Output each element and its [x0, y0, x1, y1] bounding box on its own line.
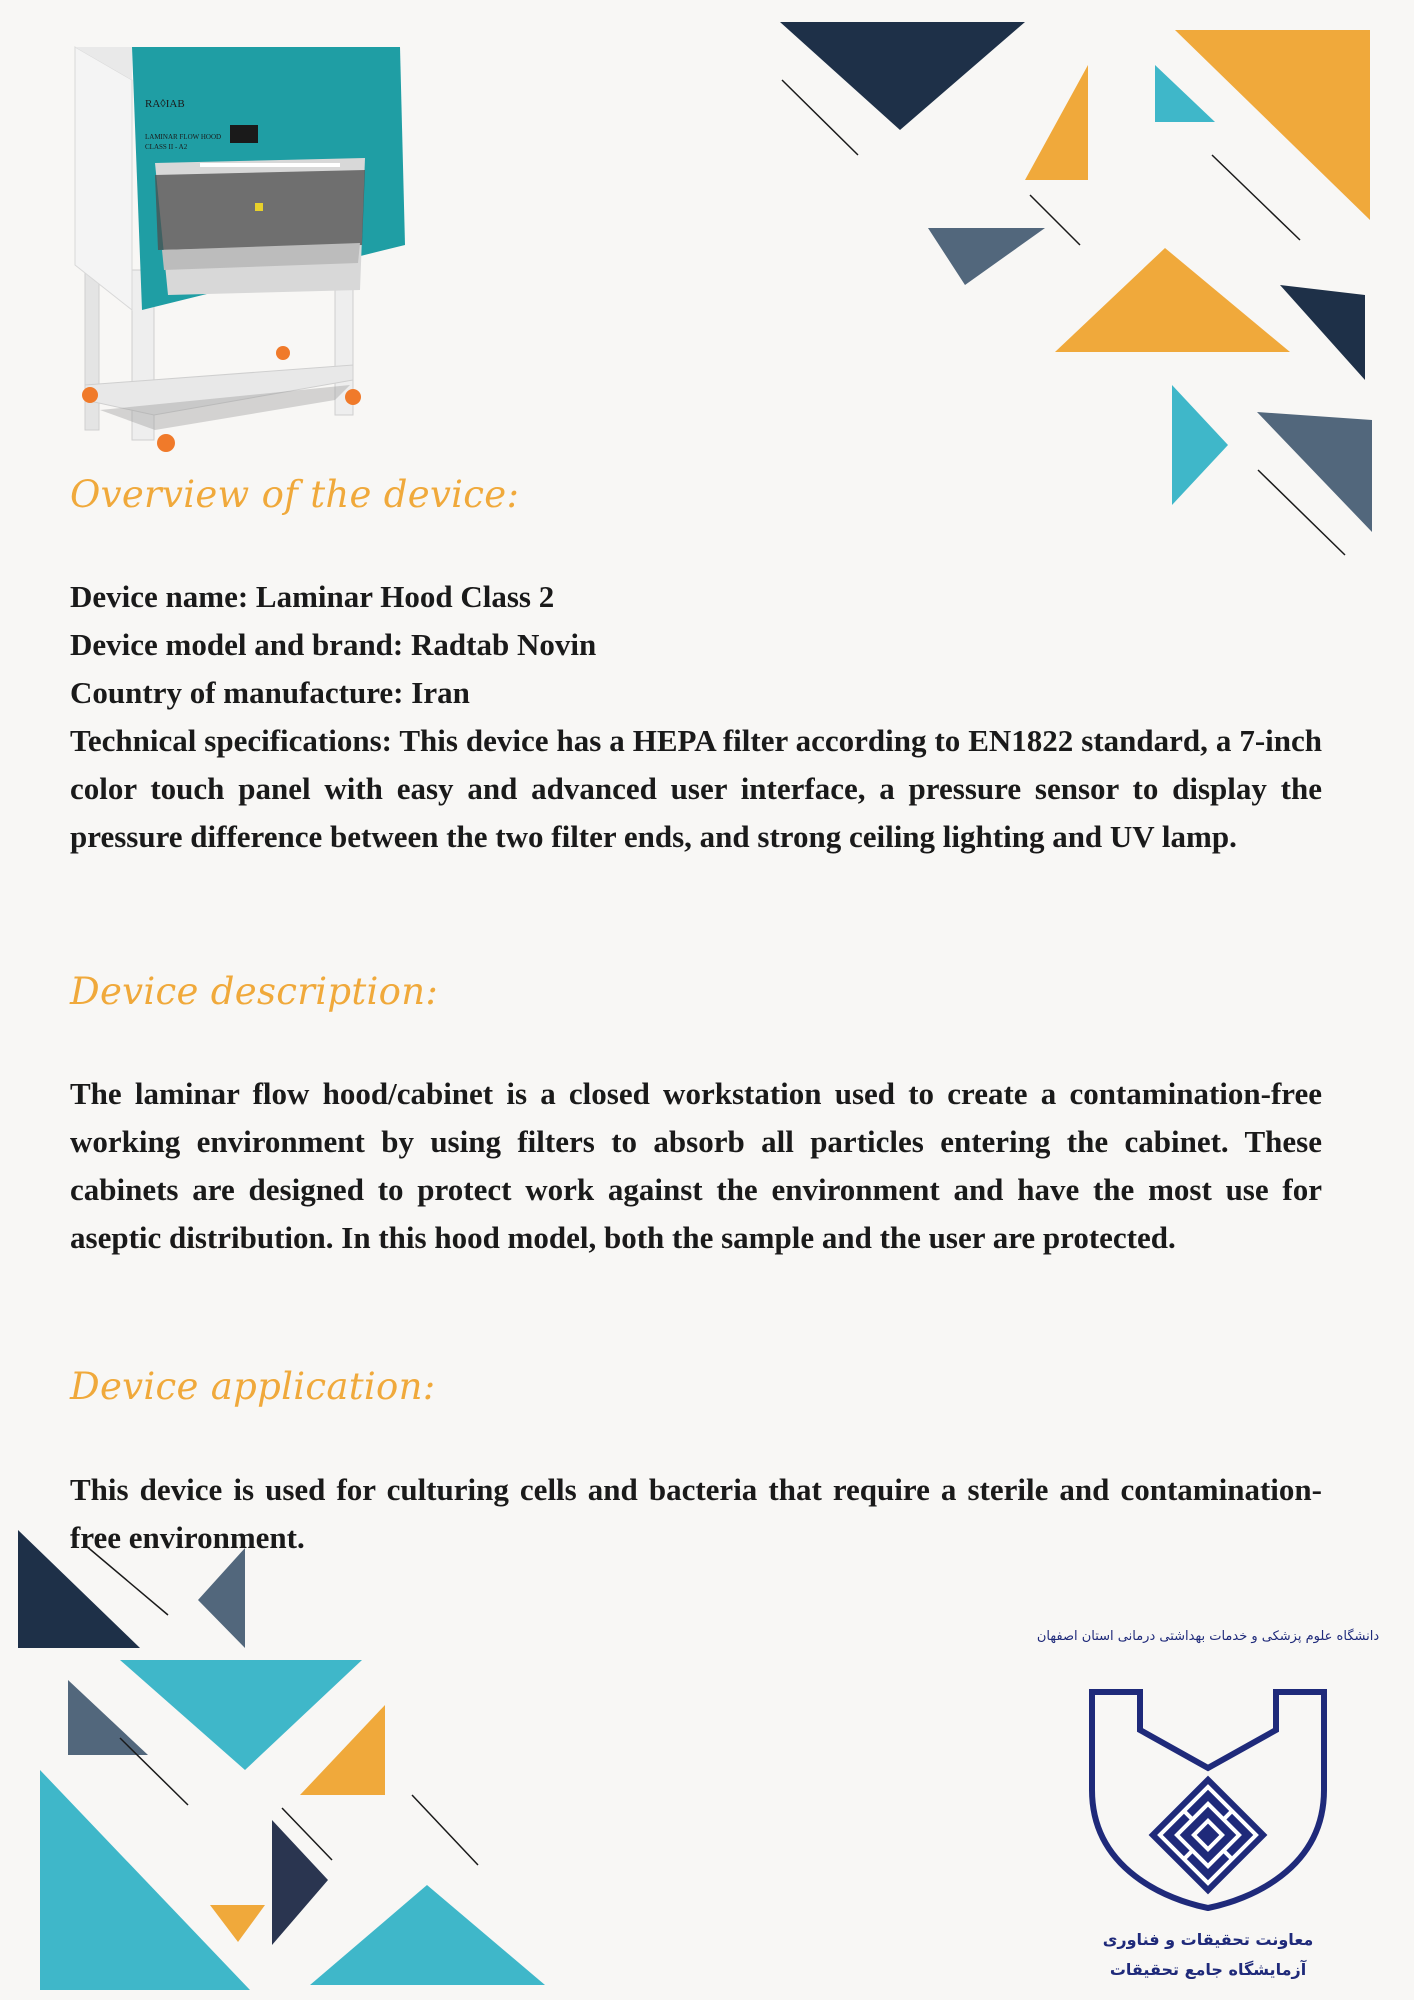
triangle-teal — [310, 1885, 545, 1985]
description-body — [70, 1070, 1322, 1262]
triangle-teal — [1172, 385, 1228, 505]
triangle-orange — [1175, 30, 1370, 220]
stand-leg — [85, 270, 99, 430]
description-text: The laminar flow hood/cabinet is a closed workstation used to create a contamination-free working environment by using filters to absorb all particles entering the cabinet. These cabinets are designed to protect work against the environment and have the most use for aseptic distribution. In this hood model, both the sample and the user are protected. — [70, 1076, 1322, 1255]
description-heading: Device description: — [70, 970, 439, 1013]
triangle-slate — [198, 1548, 245, 1648]
triangle-orange — [1025, 65, 1088, 180]
diagonal-line — [782, 80, 858, 155]
overview-body — [70, 573, 1322, 861]
wheel — [276, 346, 290, 360]
technical-specifications: Technical specifications: This device has a HEPA filter according to EN1822 standard, a 7-inch color touch panel with easy and advanced user interface, a pressure sensor to display the pressure difference between the two filter ends, and strong ceiling lighting and UV lamp. — [70, 723, 1322, 854]
kufic-square — [1149, 1776, 1268, 1895]
side-panel — [75, 47, 132, 310]
triangle-slate — [1257, 412, 1372, 532]
logo-line-1: معاونت تحقیقات و فناوری — [1102, 1930, 1314, 1949]
triangle-teal-small — [1155, 65, 1215, 122]
diagonal-line — [1212, 155, 1300, 240]
device-model-brand: Device model and brand: Radtab Novin — [70, 627, 597, 662]
triangle-navy — [1280, 285, 1365, 380]
triangle-teal — [120, 1660, 362, 1770]
triangle-slate — [68, 1680, 148, 1755]
logo-line-2: آزمایشگاه جامع تحقیقات — [1109, 1960, 1307, 1979]
triangle-slate — [928, 228, 1045, 285]
triangle-teal — [40, 1770, 250, 1990]
diagonal-line — [412, 1795, 478, 1865]
application-body — [70, 1466, 1322, 1562]
touch-panel — [230, 125, 258, 143]
brand-label: RA◊IAB — [145, 98, 185, 110]
university-logo — [1036, 1580, 1380, 1985]
diagonal-line — [120, 1738, 188, 1805]
laminar-hood-image — [60, 35, 405, 465]
triangle-orange — [300, 1705, 385, 1795]
wheel — [345, 389, 361, 405]
application-text: This device is used for culturing cells and bacteria that require a sterile and contamination-free environment. — [70, 1472, 1322, 1555]
device-name: Device name: Laminar Hood Class 2 — [70, 579, 555, 614]
class-label: CLASS II - A2 — [145, 143, 188, 151]
light-bar — [200, 163, 340, 167]
triangle-orange — [1055, 248, 1290, 352]
triangle-orange — [210, 1905, 265, 1942]
diagonal-line — [1030, 195, 1080, 245]
model-label: LAMINAR FLOW HOOD — [145, 133, 222, 141]
country-of-manufacture: Country of manufacture: Iran — [70, 675, 470, 710]
overview-heading: Overview of the device: — [70, 473, 520, 516]
triangle-navy — [272, 1820, 328, 1945]
university-emblem — [1036, 1580, 1380, 1910]
wheel — [82, 387, 98, 403]
wheel — [157, 434, 175, 452]
application-heading: Device application: — [70, 1365, 436, 1408]
university-name-calligraphy: دانشگاه علوم پزشکی و خدمات بهداشتی درمانی استان اصفهان — [1036, 1629, 1380, 1644]
indicator-light — [255, 203, 263, 211]
